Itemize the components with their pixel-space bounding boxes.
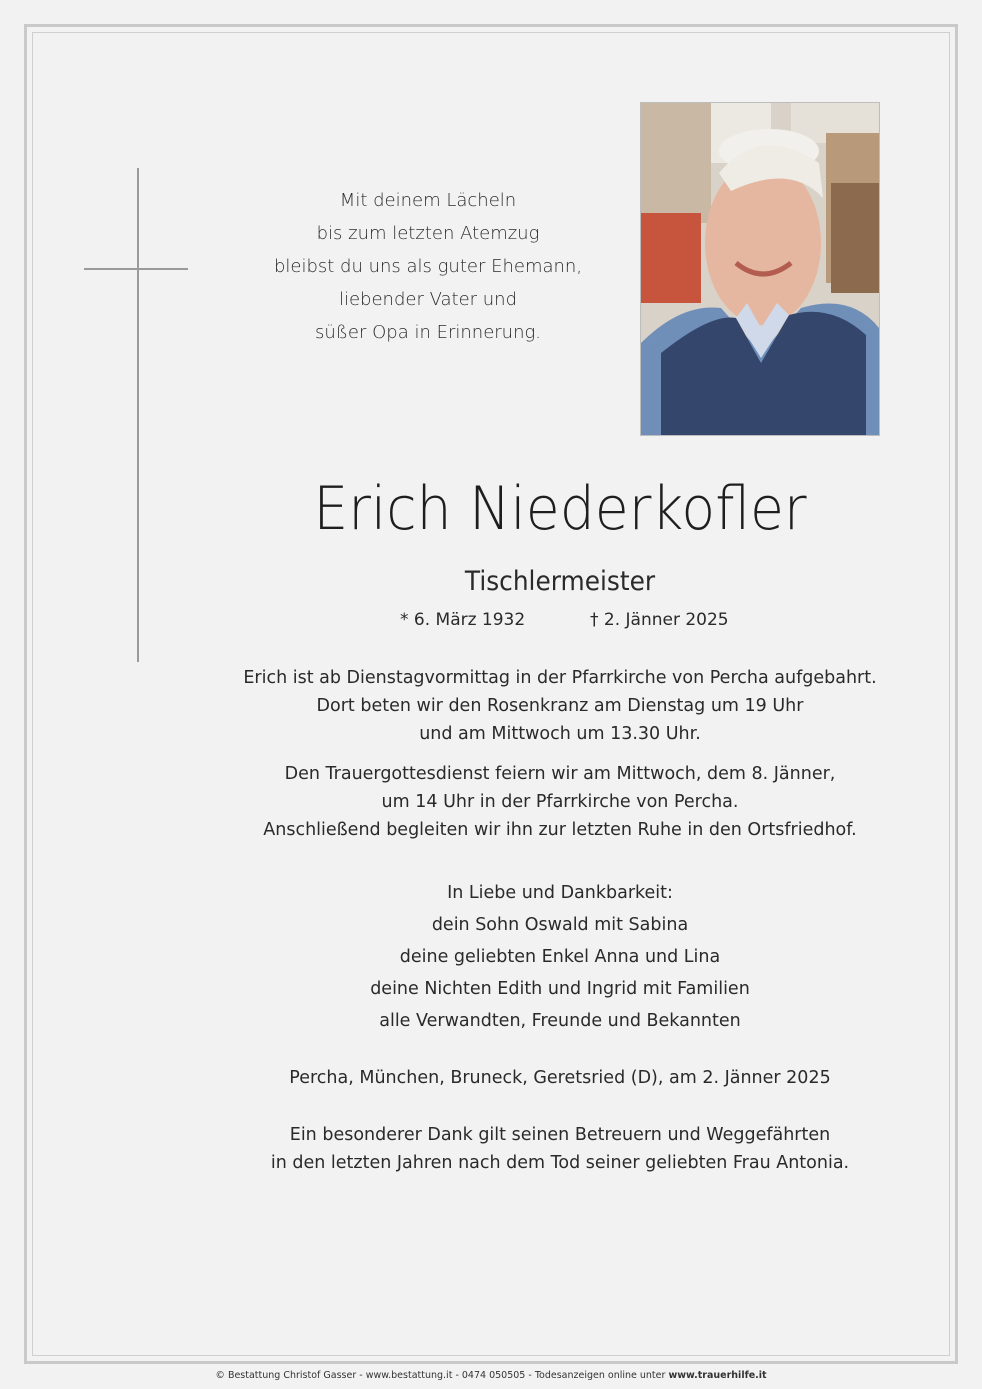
service-line: Den Trauergottesdienst feiern wir am Mittwoch, dem 8. Jänner, [284,764,836,784]
life-dates [300,610,820,634]
viewing-line: Erich ist ab Dienstagvormittag in der Pfarrkirche von Percha aufgebahrt. [243,668,877,688]
footer-credit [0,1370,982,1381]
verse-line: süßer Opa in Erinnerung. [314,322,542,343]
footer-text: © Bestattung Christof Gasser - www.bestattung.it - 0474 050505 - Todesanzeigen online unter [215,1370,666,1381]
thanks-line: Ein besonderer Dank gilt seinen Betreuern und Weggefährten [289,1125,831,1145]
memorial-verse [238,184,618,349]
service-line: um 14 Uhr in der Pfarrkirche von Percha. [381,792,739,812]
footer-link[interactable]: www.trauerhilfe.it [668,1370,767,1381]
viewing-line: Dort beten wir den Rosenkranz am Dienstag um 19 Uhr [316,696,804,716]
deceased-profession: Tischlermeister [464,566,656,597]
place-date-line: Percha, München, Bruneck, Geretsried (D), am 2. Jänner 2025 [289,1068,831,1088]
verse-line: bis zum letzten Atemzug [316,223,540,244]
service-info [230,760,890,844]
mourners-line: deine geliebten Enkel Anna und Lina [399,947,721,967]
mourners-line: alle Verwandten, Freunde und Bekannten [379,1011,741,1031]
death-date: † 2. Jänner 2025 [590,610,729,630]
thanks-line: in den letzten Jahren nach dem Tod seiner geliebten Frau Antonia. [270,1153,850,1173]
birth-date: * 6. März 1932 [400,610,526,630]
mourners-list [230,877,890,1037]
mourners-line: dein Sohn Oswald mit Sabina [431,915,689,935]
thanks-note [230,1121,890,1177]
portrait-photo [640,102,880,436]
viewing-line: und am Mittwoch um 13.30 Uhr. [419,724,701,744]
portrait-illustration [641,103,879,435]
verse-line: bleibst du uns als guter Ehemann, [273,256,583,277]
mourners-line: In Liebe und Dankbarkeit: [447,883,673,903]
verse-line: liebender Vater und [338,289,518,310]
verse-line: Mit deinem Lächeln [339,190,517,211]
cross-icon-horizontal [84,268,188,270]
deceased-name: Erich Niederkofler [313,474,807,544]
place-and-date [230,1064,890,1092]
mourners-line: deine Nichten Edith und Ingrid mit Familien [370,979,750,999]
viewing-info [230,664,890,748]
cross-icon-vertical [137,168,139,662]
service-line: Anschließend begleiten wir ihn zur letzten Ruhe in den Ortsfriedhof. [263,820,857,840]
